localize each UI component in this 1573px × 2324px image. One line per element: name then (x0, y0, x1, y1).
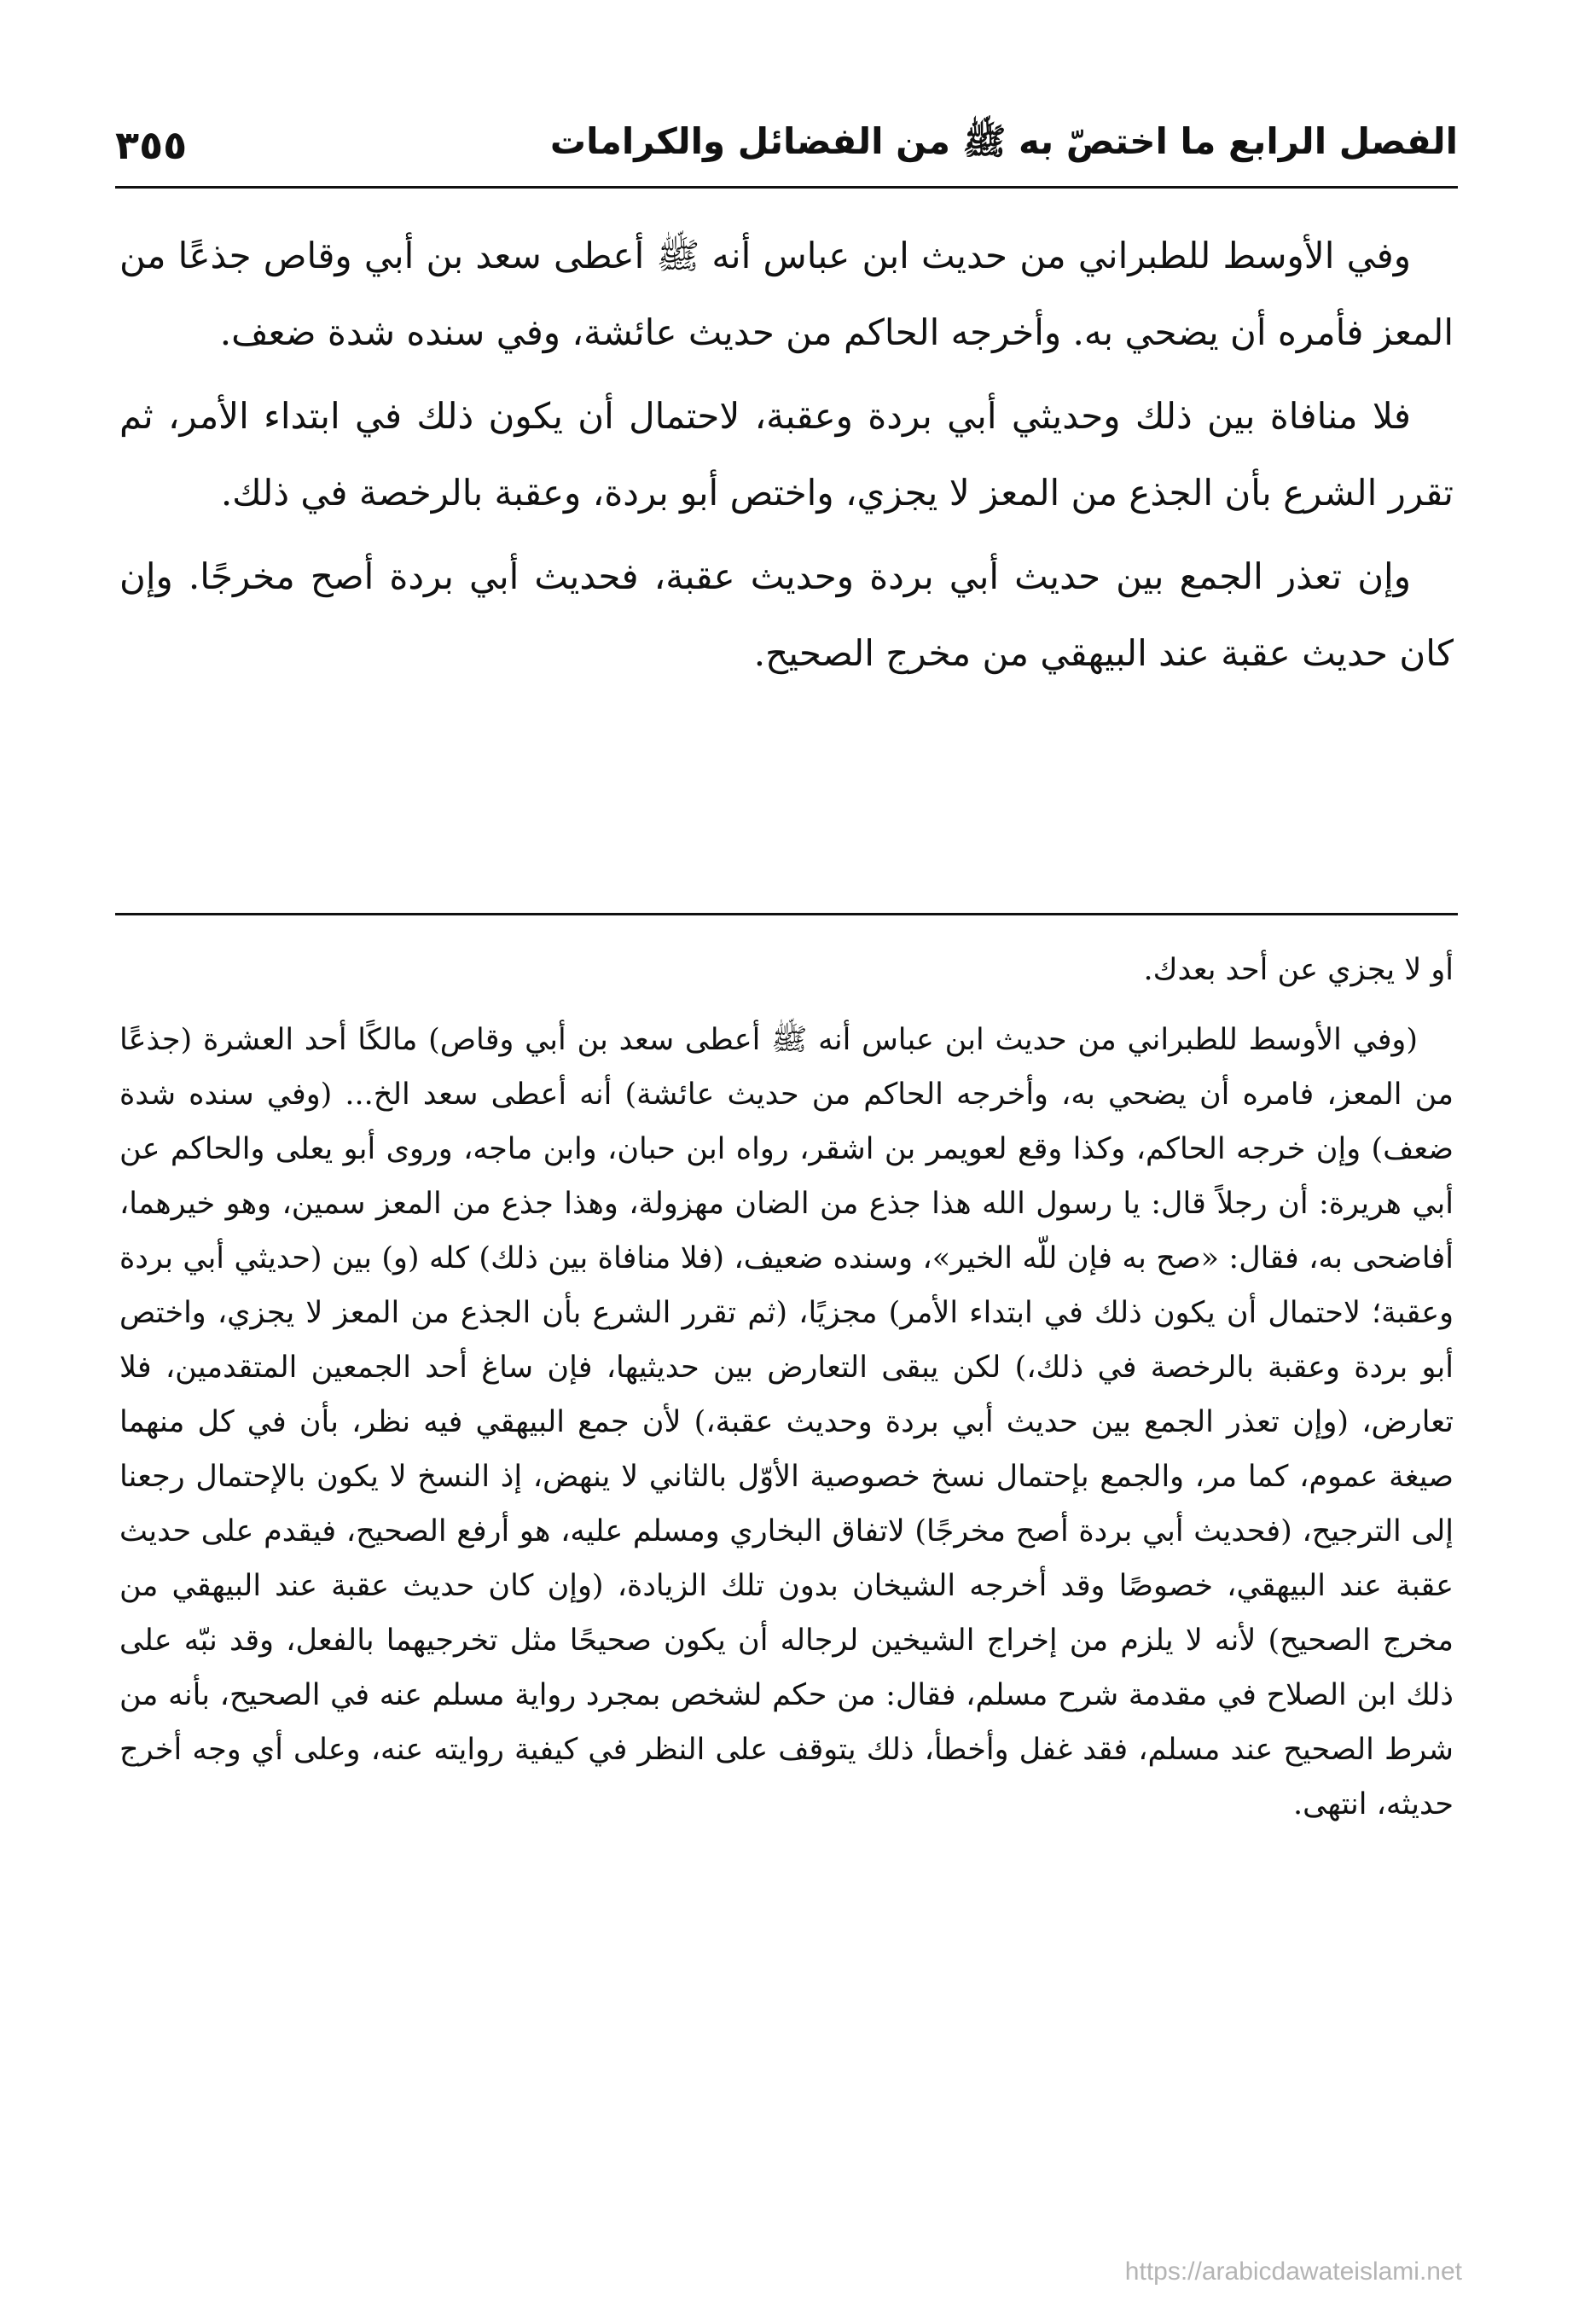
main-paragraph: وإن تعذر الجمع بين حديث أبي بردة وحديث عقبة، فحديث أبي بردة أصح مخرجًا. وإن كان حديث عقبة عند البيهقي من مخرج الصحيح. (119, 555, 1454, 674)
header-rule (115, 186, 1458, 189)
main-paragraph: وفي الأوسط للطبراني من حديث ابن عباس أنه ﷺ أعطى سعد بن أبي وقاص جذعًا من المعز فأمره أن يضحي به. وأخرجه الحاكم من حديث عائشة، وفي سنده شدة ضعف. (119, 235, 1454, 353)
commentary-section (119, 943, 1454, 1847)
page-header (115, 111, 1458, 179)
page-number: ٣٥٥ (115, 122, 188, 168)
footnote-separator (115, 913, 1458, 915)
running-title: الفصل الرابع ما اختصّ به ﷺ من الفضائل والكرامات (549, 119, 1458, 162)
watermark: https://arabicdawateislami.net (1124, 2257, 1462, 2286)
notes-first-line: أو لا يجزي عن أحد بعدك. (1143, 953, 1454, 987)
main-paragraph: فلا منافاة بين ذلك وحديثي أبي بردة وعقبة، لاحتمال أن يكون ذلك في ابتداء الأمر، ثم تقرر الشرع بأن الجذع من المعز لا يجزي، واختص أبو بردة، وعقبة بالرخصة في ذلك. (119, 395, 1454, 514)
main-text (119, 218, 1454, 699)
commentary-paragraph: (وفي الأوسط للطبراني من حديث ابن عباس أنه ﷺ أعطى سعد بن أبي وقاص) مالكًا أحد العشرة (جذعًا من المعز، فامره أن يضحي به، وأخرجه الحاكم من حديث عائشة) أنه أعطى سعد الخ... (وفي سنده شدة ضعف) وإن خرجه الحاكم، وكذا وقع لعويمر بن اشقر، رواه ابن حبان، وابن ماجه، وروى أبو يعلى والحاكم عن أبي هريرة: أن رجلاً قال: يا رسول الله هذا جذع من الضان مهزولة، وهذا جذع من المعز سمين، وهو خيرهما، أفاضحى به، فقال: «صح به فإن للّه الخير»، وسنده ضعيف، (فلا منافاة بين ذلك) كله (و) بين (حديثي أبي بردة وعقبة؛ لاحتمال أن يكون ذلك في ابتداء الأمر) مجزيًا، (ثم تقرر الشرع بأن الجذع من المعز لا يجزي، واختص أبو بردة وعقبة بالرخصة في ذلك،) لكن يبقى التعارض بين حديثيها، فإن ساغ أحد الجمعين المتقدمين، فلا تعارض، (وإن تعذر الجمع بين حديث أبي بردة وحديث عقبة،) لأن جمع البيهقي فيه نظر، بأن في كل منهما صيغة عموم، كما مر، والجمع بإحتمال نسخ خصوصية الأوّل بالثاني لا ينهض، إذ النسخ لا يكون بالإحتمال رجعنا إلى الترجيح، (فحديث أبي بردة أصح مخرجًا) لاتفاق البخاري ومسلم عليه، هو أرفع الصحيح، فيقدم على حديث عقبة عند البيهقي، خصوصًا وقد أخرجه الشيخان بدون تلك الزيادة، (وإن كان حديث عقبة عند البيهقي من مخرج الصحيح) لأنه لا يلزم من إخراج الشيخين لرجاله أن يكون صحيحًا مثل تخرجيهما بالفعل، وقد نبّه على ذلك ابن الصلاح في مقدمة شرح مسلم، فقال: من حكم لشخص بمجرد رواية مسلم عنه في الصحيح، بأنه من شرط الصحيح عند مسلم، فقد غفل وأخطأ، ذلك يتوقف على النظر في كيفية روايته عنه، وعلى أي وجه أخرج حديثه، انتهى. (119, 1023, 1454, 1821)
